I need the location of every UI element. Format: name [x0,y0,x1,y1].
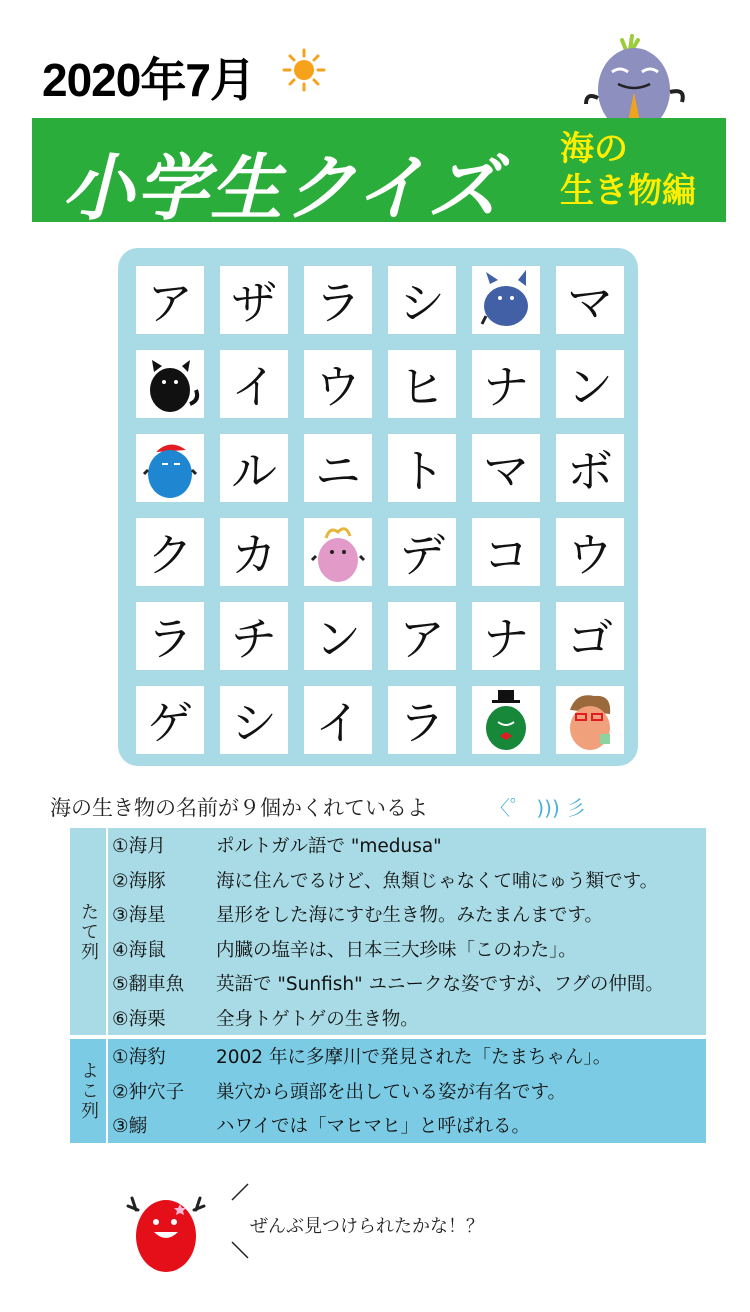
clue-description: 海に住んでるけど、魚類じゃなくて哺にゅう類です。 [216,870,659,892]
grid-cell: イ [220,350,288,418]
grid-cell: ル [220,434,288,502]
vertical-clue-group [70,828,706,1035]
grid-cell: ナ [472,350,540,418]
quiz-title: 小学生クイズ [62,146,502,230]
date-heading: 2020年7月 [42,54,255,106]
clue-name: ④海鼠 [112,939,166,961]
quiz-title-banner [32,118,726,230]
grid-cell-illustration [556,686,624,754]
clue-name: ①海月 [112,836,166,858]
hint-text: 海の生き物の名前が９個かくれているよ [50,796,428,820]
grid-cell: デ [388,518,456,586]
horizontal-clue-group [70,1039,706,1143]
clue-description: 巣穴から頭部を出している姿が有名です。 [216,1081,567,1103]
clue-description: 英語で "Sunfish" ユニークな姿ですが、フグの仲間。 [216,974,664,996]
clue-name: ③海星 [112,905,166,927]
grid-cell: ラ [304,266,372,334]
grid-cell: ウ [304,350,372,418]
grid-cell-illustration [472,686,540,754]
mascot-purple-character [582,32,692,132]
grid-cell: ゲ [136,686,204,754]
subtitle-line-2: 生き物編 [560,171,696,211]
clue-list [70,828,706,1143]
vertical-clue-row [108,828,706,863]
subtitle-line-1: 海の [560,129,628,169]
vertical-clue-row [108,966,706,1001]
clue-name: ⑤翻車魚 [112,974,185,996]
clue-description: 2002 年に多摩川で発見された「たまちゃん」。 [216,1047,612,1069]
grid-cell-illustration [136,350,204,418]
grid-cell: ボ [556,434,624,502]
vertical-clue-row [108,1001,706,1036]
grid-cell: ト [388,434,456,502]
grid-cell-illustration [136,434,204,502]
grid-cell-illustration [304,518,372,586]
clue-name: ⑥海栗 [112,1008,166,1030]
horizontal-clue-row [108,1108,706,1143]
grid-cell: ン [304,602,372,670]
word-search-grid [118,248,638,766]
grid-cell: ア [136,266,204,334]
sun-icon [282,48,326,92]
horizontal-clue-row [108,1039,706,1074]
grid-cell: ニ [304,434,372,502]
clue-description: 内臓の塩辛は、日本三大珍味「このわた」。 [216,939,577,961]
grid-cell: ン [556,350,624,418]
speech-text: ぜんぶ見つけられたかな！？ [250,1216,484,1237]
clue-description: 星形をした海にすむ生き物。みたまんまです。 [216,905,604,927]
clue-description: 全身トゲトゲの生き物。 [216,1008,419,1030]
grid-cell: ナ [472,602,540,670]
clue-name: ③鰯 [112,1116,148,1138]
grid-cell: シ [220,686,288,754]
grid-cell: ク [136,518,204,586]
clue-description: ポルトガル語で "medusa" [216,836,442,858]
vertical-label: たて列 [70,828,108,1035]
grid-cell: ザ [220,266,288,334]
grid-cell: マ [472,434,540,502]
grid-cell: コ [472,518,540,586]
grid-cell: ア [388,602,456,670]
grid-cell: ヒ [388,350,456,418]
vertical-clue-row [108,897,706,932]
vertical-clue-row [108,932,706,967]
clue-description: ハワイでは「マヒマヒ」と呼ばれる。 [216,1116,530,1138]
grid-cell: ラ [388,686,456,754]
clue-name: ①海豹 [112,1047,166,1069]
grid-cell: カ [220,518,288,586]
vertical-clue-row [108,863,706,898]
grid-cell: マ [556,266,624,334]
grid-cell: シ [388,266,456,334]
grid-cell: ウ [556,518,624,586]
grid-cell-illustration [472,266,540,334]
grid-cell: ラ [136,602,204,670]
quiz-subtitle [560,128,720,212]
fish-doodle: 〈゜ ))) 彡 [490,796,587,820]
clue-name: ②狆穴子 [112,1081,185,1103]
horizontal-label: よこ列 [70,1039,108,1143]
clue-name: ②海豚 [112,870,166,892]
mascot-red-character [126,1188,206,1274]
grid-cell: イ [304,686,372,754]
horizontal-clue-row [108,1074,706,1109]
grid-cell: ゴ [556,602,624,670]
grid-cell: チ [220,602,288,670]
